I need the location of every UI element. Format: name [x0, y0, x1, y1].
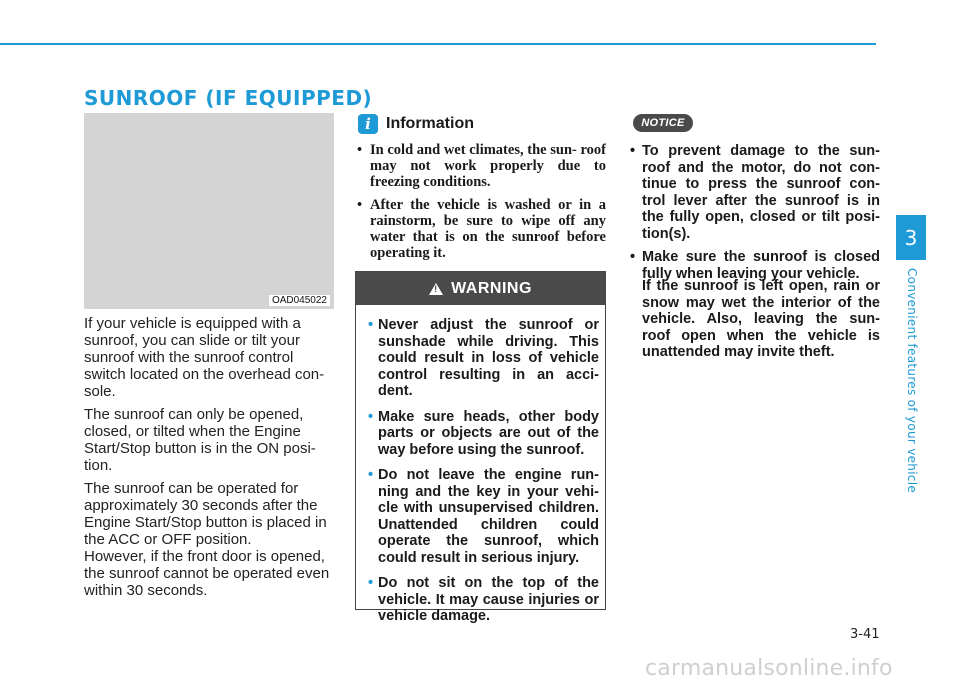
information-title: Information	[386, 115, 474, 132]
chapter-label: Convenient features of your vehicle	[905, 268, 919, 494]
top-rule	[0, 43, 876, 45]
info-icon: i	[358, 114, 378, 134]
warning-list	[356, 305, 605, 625]
body-paragraph: If your vehicle is equipped with a sunroof, you can slide or tilt your sunroof with the sunroof control switch located on the overhead con- sole.	[84, 315, 325, 400]
information-list	[356, 142, 606, 268]
body-text	[84, 315, 335, 605]
section-title: SUNROOF (IF EQUIPPED)	[84, 86, 373, 110]
notice-list	[630, 143, 880, 289]
warning-item: • Do not sit on the top of the vehicle. It may cause injuries or vehicle damage.	[368, 575, 599, 625]
warning-title: WARNING	[451, 279, 532, 297]
watermark: carmanualsonline.info	[645, 656, 893, 681]
warning-item: • Do not leave the engine run- ning and the key in your vehi- cle with unsupervised children. Unattended children could operate the sunroof, which could result in serious injury.	[368, 467, 599, 566]
information-item: • In cold and wet climates, the sun- roof may not work properly due to freezing conditions.	[356, 142, 606, 190]
warning-triangle-icon	[429, 283, 443, 295]
figure-caption: OAD045022	[269, 295, 330, 306]
chapter-tab: 3	[896, 215, 926, 260]
notice-paragraph: If the sunroof is left open, rain or snow may wet the interior of the vehicle. Also, leaving the sun- roof open when the vehicle is unattended may invite theft.	[642, 278, 880, 360]
body-paragraph: The sunroof can be operated for approximately 30 seconds after the Engine Start/Stop button is placed in the ACC or OFF position.	[84, 480, 327, 548]
warning-item: • Make sure heads, other body parts or objects are out of the way before using the sunroof.	[368, 409, 599, 459]
notice-item: • Make sure the sunroof is closed fully when leaving your vehicle.	[630, 249, 880, 282]
warning-item: • Never adjust the sunroof or sunshade while driving. This could result in loss of vehicle control resulting in an acci- dent.	[368, 317, 599, 400]
sunroof-photo	[84, 113, 334, 309]
warning-box	[355, 271, 606, 624]
information-header	[358, 114, 474, 134]
page-number: 3-41	[850, 627, 880, 642]
warning-header	[356, 272, 605, 305]
body-paragraph: However, if the front door is opened, the sunroof cannot be operated even within 30 seconds.	[84, 548, 330, 599]
body-paragraph: The sunroof can only be opened, closed, or tilted when the Engine Start/Stop button is in the ON posi- tion.	[84, 406, 316, 474]
notice-badge: NOTICE	[633, 114, 693, 132]
warning-exclamation: !	[434, 283, 438, 294]
notice-item: • To prevent damage to the sun- roof and the motor, do not con- tinue to press the sunroof con- trol lever after the sunroof is in the fully open, closed or tilt posi- tion(s).	[630, 143, 880, 242]
information-item: • After the vehicle is washed or in a rainstorm, be sure to wipe off any water that is on the sunroof before operating it.	[356, 197, 606, 261]
